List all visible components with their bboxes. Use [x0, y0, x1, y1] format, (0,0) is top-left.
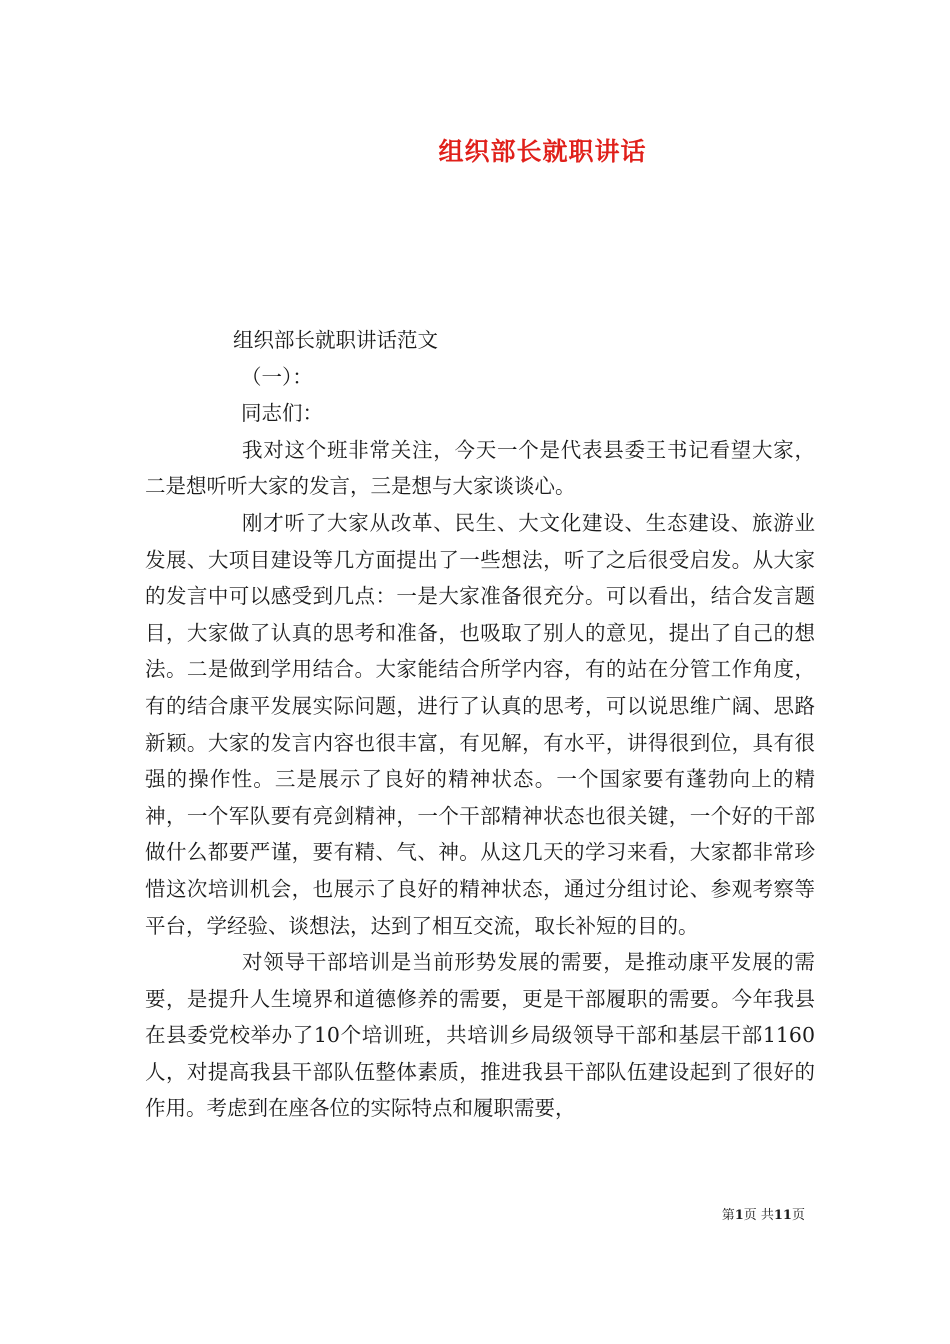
footer-page-total: 11: [773, 1208, 792, 1223]
footer-suffix: 页: [791, 1208, 805, 1223]
body-paragraph-1: 我对这个班非常关注，今天一个是代表县委王书记看望大家，二是想听听大家的发言，三是想与大家谈谈心。: [145, 437, 815, 499]
document-body: [145, 322, 815, 1127]
footer-page-number: 1: [734, 1208, 744, 1223]
salutation: 同志们：: [241, 401, 323, 426]
footer-prefix: 第: [721, 1208, 735, 1223]
section-marker: （一）：: [241, 364, 313, 389]
page-title: 组织部长就职讲话: [438, 137, 647, 166]
footer-middle: 页 共: [743, 1208, 774, 1223]
page-footer: [722, 1204, 805, 1223]
body-paragraph-2: 刚才听了大家从改革、民生、大文化建设、生态建设、旅游业发展、大项目建设等几方面提出了一些想法，听了之后很受启发。从大家的发言中可以感受到几点：一是大家准备很充分。可以看出，结合发言题目，大家做了认真的思考和准备，也吸取了别人的意见，提出了自己的想法。二是做到学用结合。大家能结合所学内容，有的站在分管工作角度，有的结合康平发展实际问题，进行了认真的思考，可以说思维广阔、思路新颖。大家的发言内容也很丰富，有见解，有水平，讲得很到位，具有很强的操作性。三是展示了良好的精神状态。一个国家要有蓬勃向上的精神，一个军队要有亮剑精神，一个干部精神状态也很关键，一个好的干部做什么都要严谨，要有精、气、神。从这几天的学习来看，大家都非常珍惜这次培训机会，也展示了良好的精神状态，通过分组讨论、参观考察等平台，学经验、谈想法，达到了相互交流，取长补短的目的。: [145, 510, 815, 938]
body-paragraph-3: 对领导干部培训是当前形势发展的需要，是推动康平发展的需要，是提升人生境界和道德修养的需要，更是干部履职的需要。今年我县在县委党校举办了10个培训班，共培训乡局级领导干部和基层干部1160人，对提高我县干部队伍整体素质，推进我县干部队伍建设起到了很好的作用。考虑到在座各位的实际特点和履职需要，: [145, 950, 815, 1121]
document-subtitle: 组织部长就职讲话范文: [233, 328, 438, 352]
